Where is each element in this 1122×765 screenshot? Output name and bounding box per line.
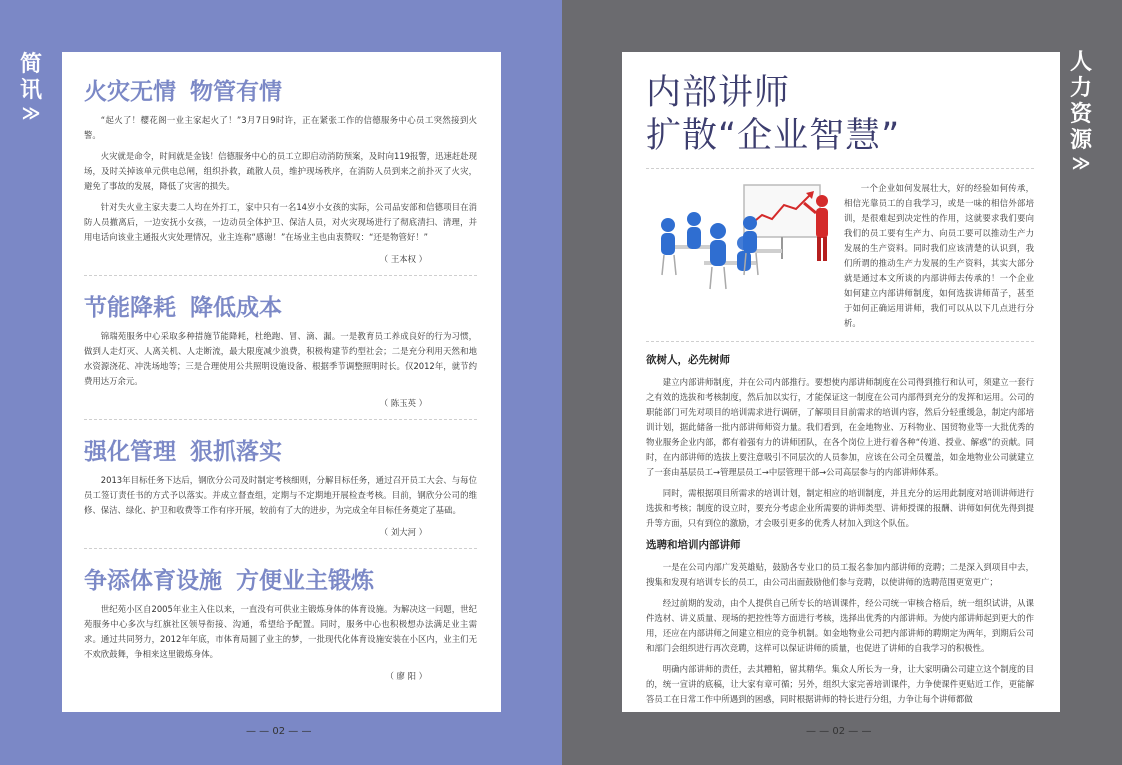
divider <box>84 548 477 549</box>
left-page <box>62 52 501 712</box>
divider <box>84 419 477 420</box>
news-section <box>84 567 477 682</box>
news-section <box>84 294 477 409</box>
paragraph: 世纪苑小区自2005年业主入住以来，一直没有可供业主锻炼身体的体育设施。为解决这一问题，世纪苑服务中心多次与红旗社区领导衔接、沟通，希望给予配置。同时，服务中心也积极想办法满足业主需求。通过共同努力，2012年年底，市体育局圆了业主的梦，一批现代化体育设施安装在小区内，业主们无不欢欣鼓舞，争相来这里锻炼身体。 <box>84 604 477 659</box>
left-label-char: 简 <box>19 52 42 77</box>
paragraph: 同时，需根据项目所需求的培训计划，制定相应的培训制度，并且充分的运用此制度对培训讲师进行选拔和考核；制度的设立时，要充分考虑企业所需要的讲师类型、讲师授课的报酬、讲师如何优先得到提升等方面，只有到位的激励，才会吸引更多的优秀人材加入到这个队伍。 <box>646 488 1034 528</box>
paragraph: 火灾就是命令，时间就是金钱！信德服务中心的员工立即启动消防预案，及时向119报警，迅速赶赴现场，及时关掉该单元供电总闸，组织扑救，疏散人员，维护现场秩序，在消防人员到来之前扑灭了火灾，避免了事故的发展，降低了灾害的损失。 <box>84 151 477 191</box>
paragraph: 建立内部讲师制度，并在公司内部推行。要想使内部讲师制度在公司得到推行和认可，须建立一套行之有效的选拔和考核制度，然后加以实行，才能保证这一制度在公司内部得到充分的发挥和运用。公司的职能部门可先对项目的培训需求进行调研，了解项目目前需求的培训内容，然后分轻重缓急，制定内部培训计划，据此储备一批内部讲师师资力量。我们看到，在金地物业、万科物业、国贸物业等一大批优秀的物业服务企业内部，都有着强有力的讲师团队，在各个岗位上进行着各种“传道、授业、解惑”的贡献。同时，在内部讲师的选拔上要注意吸引不同层次的人员参加，应该在公司全员覆盖，如金地物业公司就建立了一套由基层员工→管理层员工→中层管理干部→公司高层参与的内部讲师体系。 <box>646 377 1034 477</box>
title-part: 争添体育设施 <box>84 568 222 594</box>
classroom-icon <box>646 179 836 299</box>
title-part: 物管有情 <box>190 79 282 105</box>
paragraph: 2013年目标任务下达后，钢欣分公司及时制定考核细则，分解目标任务，通过召开员工大会、与每位员工签订责任书的方式予以落实。并成立督查组，定期与不定期地开展检查考核。目前，钢欣分公司的维修、保洁、绿化、护卫和收费等工作有序开展，较前有了大的进步，为完成全年目标任务奠定了基础。 <box>84 475 477 515</box>
section-title <box>84 567 477 595</box>
subheading: 选聘和培训内部讲师 <box>646 539 741 551</box>
title-line: 扩散“企业智慧” <box>646 116 901 156</box>
title-part: 狠抓落实 <box>190 439 282 465</box>
title-part: 方便业主锻炼 <box>236 568 374 594</box>
author: （ 陈玉英 ） <box>379 398 427 408</box>
author: （ 刘大河 ） <box>379 527 427 537</box>
author: （ 王本权 ） <box>379 254 427 264</box>
paragraph: “起火了！樱花阁一业主家起火了！”3月7日9时许，正在紧张工作的信德服务中心员工突然接到火警。 <box>84 115 477 140</box>
article-title <box>646 72 1034 158</box>
section-title <box>84 294 477 322</box>
right-label-char: 资 <box>1069 102 1092 127</box>
intro-paragraph: 一个企业如何发展壮大，好的经验如何传承，相信光靠员工的自我学习，或是一味的相信外部培训，是很难起到决定性的作用，这就要求我们要向我们的员工要有生产力、向员工要可以推动生产力发展的生产资料。同时我们应该清楚的认识到，我们所谓的推动生产力发展的生产资料，其实大部分就是通过本文所谈的内部讲师去传承的！一个企业如何建立内部讲师制度，如何选拔讲师苗子，甚至于如何正确运用讲师，我们可以从以下几点进行分析。 <box>844 183 1034 328</box>
title-part: 火灾无情 <box>84 79 176 105</box>
double-chevron-icon: ≫ <box>21 103 41 124</box>
news-section <box>84 438 477 538</box>
right-label-char: 人 <box>1069 50 1092 75</box>
page-number-left: — — 02 — — <box>246 726 312 737</box>
divider <box>646 341 1034 342</box>
divider <box>84 275 477 276</box>
news-section <box>84 78 477 265</box>
right-label-char: 源 <box>1069 128 1092 153</box>
author: （ 廖 阳 ） <box>385 671 427 681</box>
title-part: 节能降耗 <box>84 295 176 321</box>
title-part: 降低成本 <box>190 295 282 321</box>
paragraph: 锦瑞苑服务中心采取多种措施节能降耗，杜绝跑、冒、滴、漏。一是教育员工养成良好的行为习惯，做到人走灯灭、人离关机、人走断流，最大限度减少浪费，积极构建节约型社会；二是充分利用天然和地水资源浇花、冲洗场地等；三是合理使用公共照明设施设备、根据季节调整照明时长。仅2012年，就节约费用达万余元。 <box>84 331 477 386</box>
right-page <box>622 52 1060 712</box>
section-title <box>84 78 477 106</box>
training-illustration <box>646 179 836 299</box>
title-line: 内部讲师 <box>646 73 791 113</box>
left-label-char: 讯 <box>19 78 42 103</box>
paragraph: 明确内部讲师的责任，去其糟粕，留其精华。集众人所长为一身，让大家明确公司建立这个制度的目的，统一宣讲的底稿，让大家有章可循；另外，组织大家完善培训课件，力争使课件更贴近工作，更能解答员工在日常工作中所遇到的困惑，同时根据讲师的特长进行分组，力争让每个讲师都做 <box>646 664 1034 704</box>
divider <box>646 168 1034 169</box>
page-number-right: — — 02 — — <box>806 726 872 737</box>
paragraph: 一是在公司内部广发英雄贴，鼓励各专业口的员工报名参加内部讲师的竞聘；二是深入到项目中去，搜集和发现有培训专长的员工，由公司出面鼓励他们参与竞聘，以使讲师的选聘范围更宽更广； <box>646 562 1034 587</box>
right-label-char: 力 <box>1069 76 1092 101</box>
left-side-label <box>16 52 46 124</box>
paragraph: 针对失火业主家夫妻二人均在外打工，家中只有一名14岁小女孩的实际，公司品安部和信德项目在消防人员撤离后，一边安抚小女孩，一边动员全体护卫、保洁人员，对火灾现场进行了彻底清扫、清理，并用电话向该业主通报火灾处理情况，业主连称“感谢！”在场业主也由衷赞叹：“还是物管好！” <box>84 202 477 242</box>
double-chevron-icon: ≫ <box>1071 153 1091 174</box>
section-title <box>84 438 477 466</box>
paragraph: 经过前期的发动，由个人提供自己所专长的培训课件，经公司统一审核合格后，统一组织试讲，从课件选材、讲义质量、现场的把控性等方面进行考核，选择出优秀的内部讲师。为使内部讲师起到更大的作用，还应在内部讲师之间建立相应的竞争机制。如金地物业公司把内部讲师的聘期定为两年，到期后公司和部门会组织进行再次竞聘，这样可以保证讲师的质量，也促进了讲师的自我学习的积极性。 <box>646 598 1034 653</box>
right-side-label <box>1066 50 1096 174</box>
subheading: 欲树人，必先树师 <box>646 354 730 366</box>
intro-block <box>646 179 1034 331</box>
title-part: 强化管理 <box>84 439 176 465</box>
